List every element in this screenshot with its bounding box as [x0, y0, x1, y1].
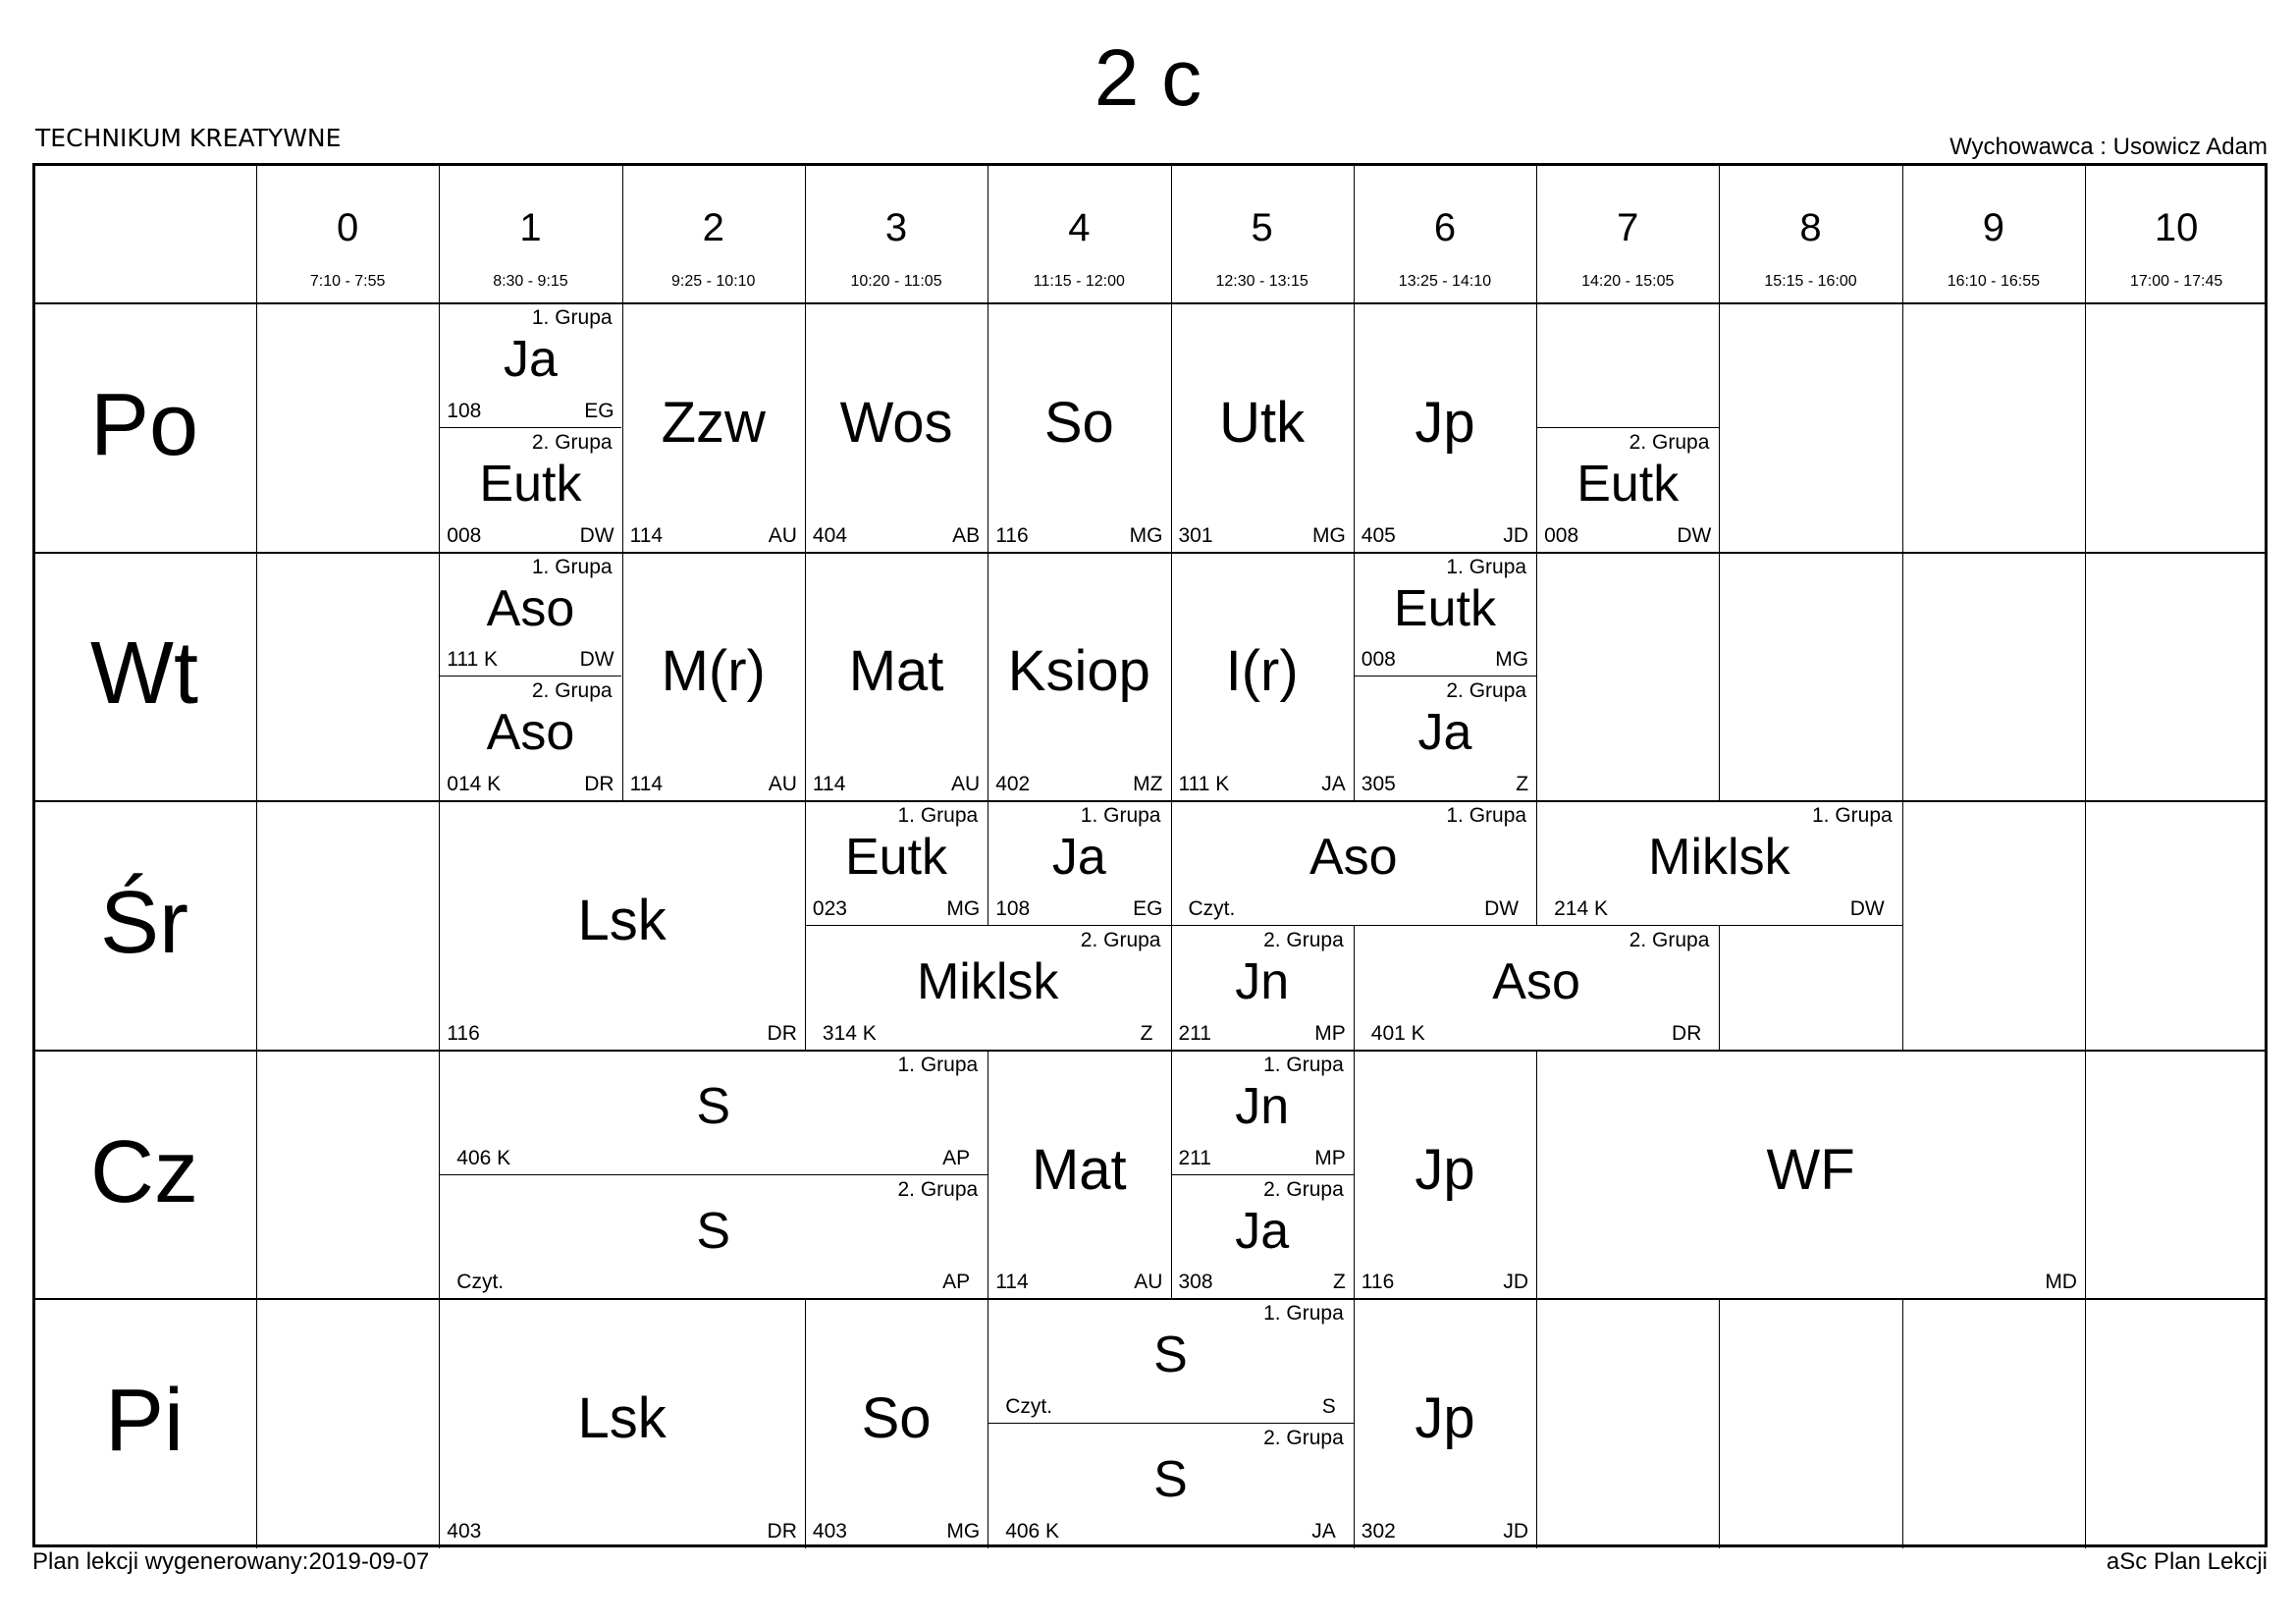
group-label: 1. Grupa [897, 1053, 979, 1076]
lesson-cell[interactable] [988, 552, 1170, 801]
room-number: 404 [812, 523, 847, 547]
subject: Eutk [1576, 455, 1680, 513]
subject: Miklsk [916, 953, 1059, 1010]
period-header [988, 163, 1170, 302]
grid-line [1902, 1423, 1903, 1548]
lesson-cell[interactable] [622, 302, 805, 552]
teacher-code: AU [768, 773, 797, 796]
grid-line [1354, 163, 1355, 302]
group-label: 1. Grupa [1080, 804, 1161, 828]
grid-line [1902, 163, 1903, 302]
grid-line [256, 163, 257, 302]
teacher-code: Z [1516, 773, 1529, 796]
subject: Eutk [479, 455, 582, 513]
period-time: 13:25 - 14:10 [1398, 273, 1492, 290]
room-number: Czyt. [1005, 1395, 1053, 1419]
room-number: 211 [1178, 1021, 1211, 1045]
grid-line [2085, 800, 2086, 926]
room-number: 401 K [1370, 1021, 1425, 1045]
teacher-code: AP [942, 1146, 971, 1169]
room-number: 114 [629, 523, 664, 547]
lesson-cell[interactable] [805, 800, 988, 925]
grid-line [1536, 1423, 1537, 1548]
lesson-cell[interactable] [439, 552, 621, 677]
grid-line [1902, 1298, 1903, 1424]
period-header [1354, 163, 1536, 302]
subject: Ja [1051, 829, 1106, 887]
lesson-cell[interactable] [1536, 427, 1719, 552]
grid-line [256, 1050, 257, 1175]
grid-line [1902, 676, 1903, 801]
subject: Mat [848, 639, 944, 704]
subject: M(r) [661, 639, 766, 704]
grid-line [2085, 427, 2086, 553]
room-number: 116 [1361, 1271, 1395, 1294]
subject: Aso [486, 704, 575, 762]
day-label: Pi [104, 1372, 185, 1471]
teacher-code: DW [1849, 896, 1885, 920]
teacher-code: JD [1503, 1519, 1529, 1543]
teacher-code: DR [1672, 1021, 1702, 1045]
grid-line [2085, 1298, 2086, 1424]
room-number: 314 K [822, 1021, 877, 1045]
group-label: 2. Grupa [1263, 929, 1344, 951]
grid-line [1902, 552, 1903, 677]
teacher-code: MG [1495, 648, 1529, 672]
lesson-cell[interactable] [805, 925, 1171, 1050]
group-label: 1. Grupa [1811, 804, 1893, 828]
group-label: 2. Grupa [1446, 679, 1527, 703]
room-number: 406 K [456, 1146, 511, 1169]
grid-line [2085, 1423, 2086, 1548]
teacher-code: DR [767, 1021, 797, 1045]
subject: S [1153, 1451, 1188, 1509]
teacher-code: Z [1332, 1271, 1346, 1294]
room-number: 014 K [447, 773, 502, 796]
room-number: 023 [812, 896, 847, 920]
period-number: 8 [1799, 206, 1822, 249]
teacher-code: JA [1311, 1519, 1336, 1543]
lesson-cell[interactable] [805, 302, 988, 552]
lesson-cell[interactable] [1354, 1298, 1536, 1547]
teacher-code: AU [768, 523, 797, 547]
grid-line [256, 676, 257, 801]
subject: Jp [1415, 1137, 1475, 1202]
teacher-code: MP [1314, 1146, 1346, 1169]
subject: Ja [1235, 1202, 1290, 1260]
software-credit: aSc Plan Lekcji [2106, 1548, 2268, 1575]
day-label: Śr [100, 874, 188, 972]
lesson-cell[interactable] [988, 800, 1170, 925]
subject: Utk [1219, 390, 1306, 455]
period-time: 15:15 - 16:00 [1764, 273, 1857, 290]
generated-date: Plan lekcji wygenerowany:2019-09-07 [32, 1548, 430, 1575]
subject: So [861, 1386, 932, 1451]
period-time: 14:20 - 15:05 [1581, 273, 1675, 290]
teacher-code: Z [1140, 1021, 1153, 1045]
teacher-code: AP [942, 1271, 971, 1294]
grid-line [1536, 676, 1537, 801]
room-number: 402 [995, 773, 1031, 796]
period-number: 6 [1433, 206, 1457, 249]
teacher-code: JD [1503, 1271, 1529, 1294]
grid-line [1536, 302, 1537, 428]
room-number: 406 K [1005, 1519, 1060, 1543]
lesson-cell[interactable] [1171, 925, 1354, 1050]
subject: S [696, 1202, 731, 1260]
teacher-code: JD [1503, 523, 1529, 547]
group-label: 2. Grupa [1263, 1427, 1344, 1450]
lesson-cell[interactable] [988, 1423, 1354, 1547]
room-number: 114 [995, 1271, 1029, 1294]
room-number: 008 [1361, 648, 1396, 672]
period-header [1171, 163, 1354, 302]
room-number: 211 [1178, 1146, 1211, 1169]
period-header [1536, 163, 1719, 302]
grid-line [256, 800, 257, 926]
timetable-grid [32, 163, 2268, 1547]
lesson-cell[interactable] [439, 302, 621, 427]
teacher-code: EG [1133, 896, 1163, 920]
grid-line [2085, 163, 2086, 302]
grid-line [256, 925, 257, 1051]
room-number: 308 [1178, 1271, 1213, 1294]
room-number: 302 [1361, 1519, 1396, 1543]
subject: Mat [1031, 1137, 1127, 1202]
group-label: 2. Grupa [1263, 1177, 1344, 1201]
group-label: 2. Grupa [531, 679, 613, 703]
grid-line [1536, 1298, 1537, 1424]
subject: Aso [1308, 829, 1398, 887]
room-number: 108 [447, 399, 482, 422]
lesson-cell[interactable] [1536, 1050, 2085, 1299]
subject: Miklsk [1648, 829, 1790, 887]
subject: Wos [839, 390, 953, 455]
subject: Ksiop [1007, 639, 1150, 704]
subject: Jn [1235, 1077, 1290, 1135]
group-label: 1. Grupa [1263, 1053, 1344, 1076]
grid-line [2085, 552, 2086, 677]
lesson-cell[interactable] [1536, 800, 1902, 925]
school-name: TECHNIKUM KREATYWNE [35, 124, 342, 152]
grid-line [2085, 302, 2086, 428]
period-number: 4 [1068, 206, 1091, 249]
lesson-cell[interactable] [805, 552, 988, 801]
grid-line [2085, 676, 2086, 801]
group-label: 2. Grupa [1629, 430, 1710, 454]
grid-line [1902, 800, 1903, 926]
lesson-cell[interactable] [988, 1298, 1354, 1423]
grid-line [1719, 302, 1720, 428]
room-number: 301 [1178, 523, 1213, 547]
teacher-code: MG [1129, 523, 1163, 547]
subject: So [1043, 390, 1114, 455]
group-label: 1. Grupa [897, 804, 979, 828]
period-header [622, 163, 805, 302]
group-label: 1. Grupa [1446, 555, 1527, 578]
grid-line [256, 1298, 257, 1424]
grid-line [256, 552, 257, 677]
grid-line [256, 427, 257, 553]
room-number: 403 [812, 1519, 847, 1543]
lesson-cell[interactable] [1354, 925, 1720, 1050]
lesson-cell[interactable] [1171, 302, 1354, 552]
period-number: 1 [519, 206, 542, 249]
room-number: Czyt. [456, 1271, 505, 1294]
lesson-cell[interactable] [439, 1298, 805, 1547]
period-number: 10 [2154, 206, 2199, 249]
grid-line [256, 1423, 257, 1548]
subject: Eutk [845, 829, 948, 887]
group-label: 1. Grupa [531, 306, 613, 329]
lesson-cell[interactable] [1354, 302, 1536, 552]
subject: Aso [486, 579, 575, 637]
room-number: 108 [995, 896, 1031, 920]
teacher-code: MG [946, 896, 981, 920]
group-label: 1. Grupa [1263, 1302, 1344, 1326]
grid-line [1902, 302, 1903, 428]
grid-line [1536, 163, 1537, 302]
room-number: 008 [1544, 523, 1579, 547]
subject: Jn [1235, 953, 1290, 1010]
subject: I(r) [1225, 639, 1299, 704]
room-number: 214 K [1554, 896, 1608, 920]
period-time: 17:00 - 17:45 [2130, 273, 2223, 290]
room-number: 116 [995, 523, 1029, 547]
teacher-code: JA [1321, 773, 1346, 796]
period-time: 8:30 - 9:15 [493, 273, 568, 290]
grid-line [439, 163, 440, 302]
teacher-code: DW [1484, 896, 1520, 920]
period-number: 3 [884, 206, 908, 249]
room-number: 405 [1361, 523, 1396, 547]
lesson-cell[interactable] [1354, 676, 1536, 800]
period-time: 10:20 - 11:05 [850, 273, 942, 290]
grid-line [1171, 163, 1172, 302]
subject: Lsk [577, 1386, 667, 1451]
lesson-cell[interactable] [1354, 1050, 1536, 1299]
lesson-cell[interactable] [988, 1050, 1170, 1299]
lesson-cell[interactable] [1354, 552, 1536, 677]
period-number: 5 [1251, 206, 1273, 249]
grid-line [622, 163, 623, 302]
teacher-code: AU [951, 773, 981, 796]
teacher-code: DR [767, 1519, 797, 1543]
subject: Ja [503, 331, 558, 388]
teacher-code: DW [1677, 523, 1712, 547]
teacher-code: DR [584, 773, 614, 796]
grid-line [1719, 552, 1720, 677]
lesson-cell[interactable] [622, 552, 805, 801]
period-header [2085, 163, 2268, 302]
day-label: Cz [90, 1122, 198, 1221]
room-number: Czyt. [1188, 896, 1236, 920]
period-time: 9:25 - 10:10 [671, 273, 756, 290]
subject: Lsk [577, 888, 667, 952]
period-header [439, 163, 621, 302]
period-number: 9 [1982, 206, 2004, 249]
lesson-cell[interactable] [439, 1174, 988, 1299]
subject: Aso [1492, 953, 1580, 1010]
grid-line [2085, 1174, 2086, 1300]
lesson-cell[interactable] [1171, 800, 1537, 925]
day-label: Wt [90, 624, 198, 724]
teacher-code: S [1321, 1395, 1336, 1419]
grid-line [1719, 676, 1720, 801]
form-teacher: Wychowawca : Usowicz Adam [1949, 134, 2268, 160]
grid-line [1902, 925, 1903, 1051]
period-header [256, 163, 439, 302]
lesson-cell[interactable] [439, 1050, 988, 1174]
grid-line [256, 1174, 257, 1300]
teacher-code: MG [946, 1519, 981, 1543]
period-header [1719, 163, 1901, 302]
lesson-cell[interactable] [988, 302, 1170, 552]
teacher-code: EG [584, 399, 614, 422]
lesson-cell[interactable] [439, 676, 621, 800]
room-number: 114 [629, 773, 664, 796]
teacher-code: AU [1134, 1271, 1163, 1294]
period-header [1902, 163, 2085, 302]
period-header [805, 163, 988, 302]
teacher-code: MD [2045, 1271, 2077, 1294]
subject: Eutk [1393, 579, 1496, 637]
grid-line [2085, 1050, 2086, 1175]
subject: S [696, 1077, 731, 1135]
room-number: 111 K [1178, 773, 1230, 796]
lesson-cell[interactable] [1171, 1050, 1354, 1174]
period-time: 11:15 - 12:00 [1033, 273, 1125, 290]
group-label: 2. Grupa [531, 430, 613, 454]
group-label: 1. Grupa [1446, 804, 1527, 828]
period-number: 2 [702, 206, 724, 249]
lesson-cell[interactable] [439, 800, 805, 1050]
day-label: Po [89, 375, 199, 474]
room-number: 305 [1361, 773, 1396, 796]
subject: Jp [1415, 1386, 1475, 1451]
group-label: 2. Grupa [1629, 929, 1710, 951]
room-number: 403 [447, 1519, 482, 1543]
teacher-code: DW [579, 648, 614, 672]
grid-line [1719, 1298, 1720, 1424]
grid-line [256, 302, 257, 428]
group-label: 2. Grupa [1080, 929, 1161, 951]
lesson-cell[interactable] [805, 1298, 988, 1547]
room-number: 111 K [447, 648, 499, 672]
teacher-code: MG [1311, 523, 1346, 547]
period-time: 7:10 - 7:55 [309, 273, 386, 290]
class-title: 2 c [1094, 33, 1202, 123]
lesson-cell[interactable] [1171, 1174, 1354, 1299]
subject: Ja [1417, 704, 1472, 762]
period-time: 16:10 - 16:55 [1947, 273, 2040, 290]
grid-line [2085, 925, 2086, 1051]
period-time: 12:30 - 13:15 [1215, 273, 1308, 290]
subject: Jp [1415, 390, 1475, 455]
room-number: 116 [447, 1021, 480, 1045]
period-number: 7 [1617, 206, 1639, 249]
subject: Zzw [661, 390, 766, 455]
teacher-code: DW [579, 523, 614, 547]
room-number: 114 [812, 773, 846, 796]
grid-line [1536, 552, 1537, 677]
grid-line [1719, 1423, 1720, 1548]
period-number: 0 [337, 206, 359, 249]
subject: S [1153, 1326, 1188, 1384]
lesson-cell[interactable] [439, 427, 621, 552]
grid-line [1902, 427, 1903, 553]
grid-line [805, 163, 806, 302]
group-label: 2. Grupa [897, 1177, 979, 1201]
teacher-code: AB [952, 523, 981, 547]
grid-line [1719, 163, 1720, 302]
lesson-cell[interactable] [1171, 552, 1354, 801]
room-number: 008 [447, 523, 482, 547]
teacher-code: MZ [1133, 773, 1163, 796]
teacher-code: MP [1314, 1021, 1346, 1045]
subject: WF [1766, 1137, 1855, 1202]
group-label: 1. Grupa [531, 555, 613, 578]
